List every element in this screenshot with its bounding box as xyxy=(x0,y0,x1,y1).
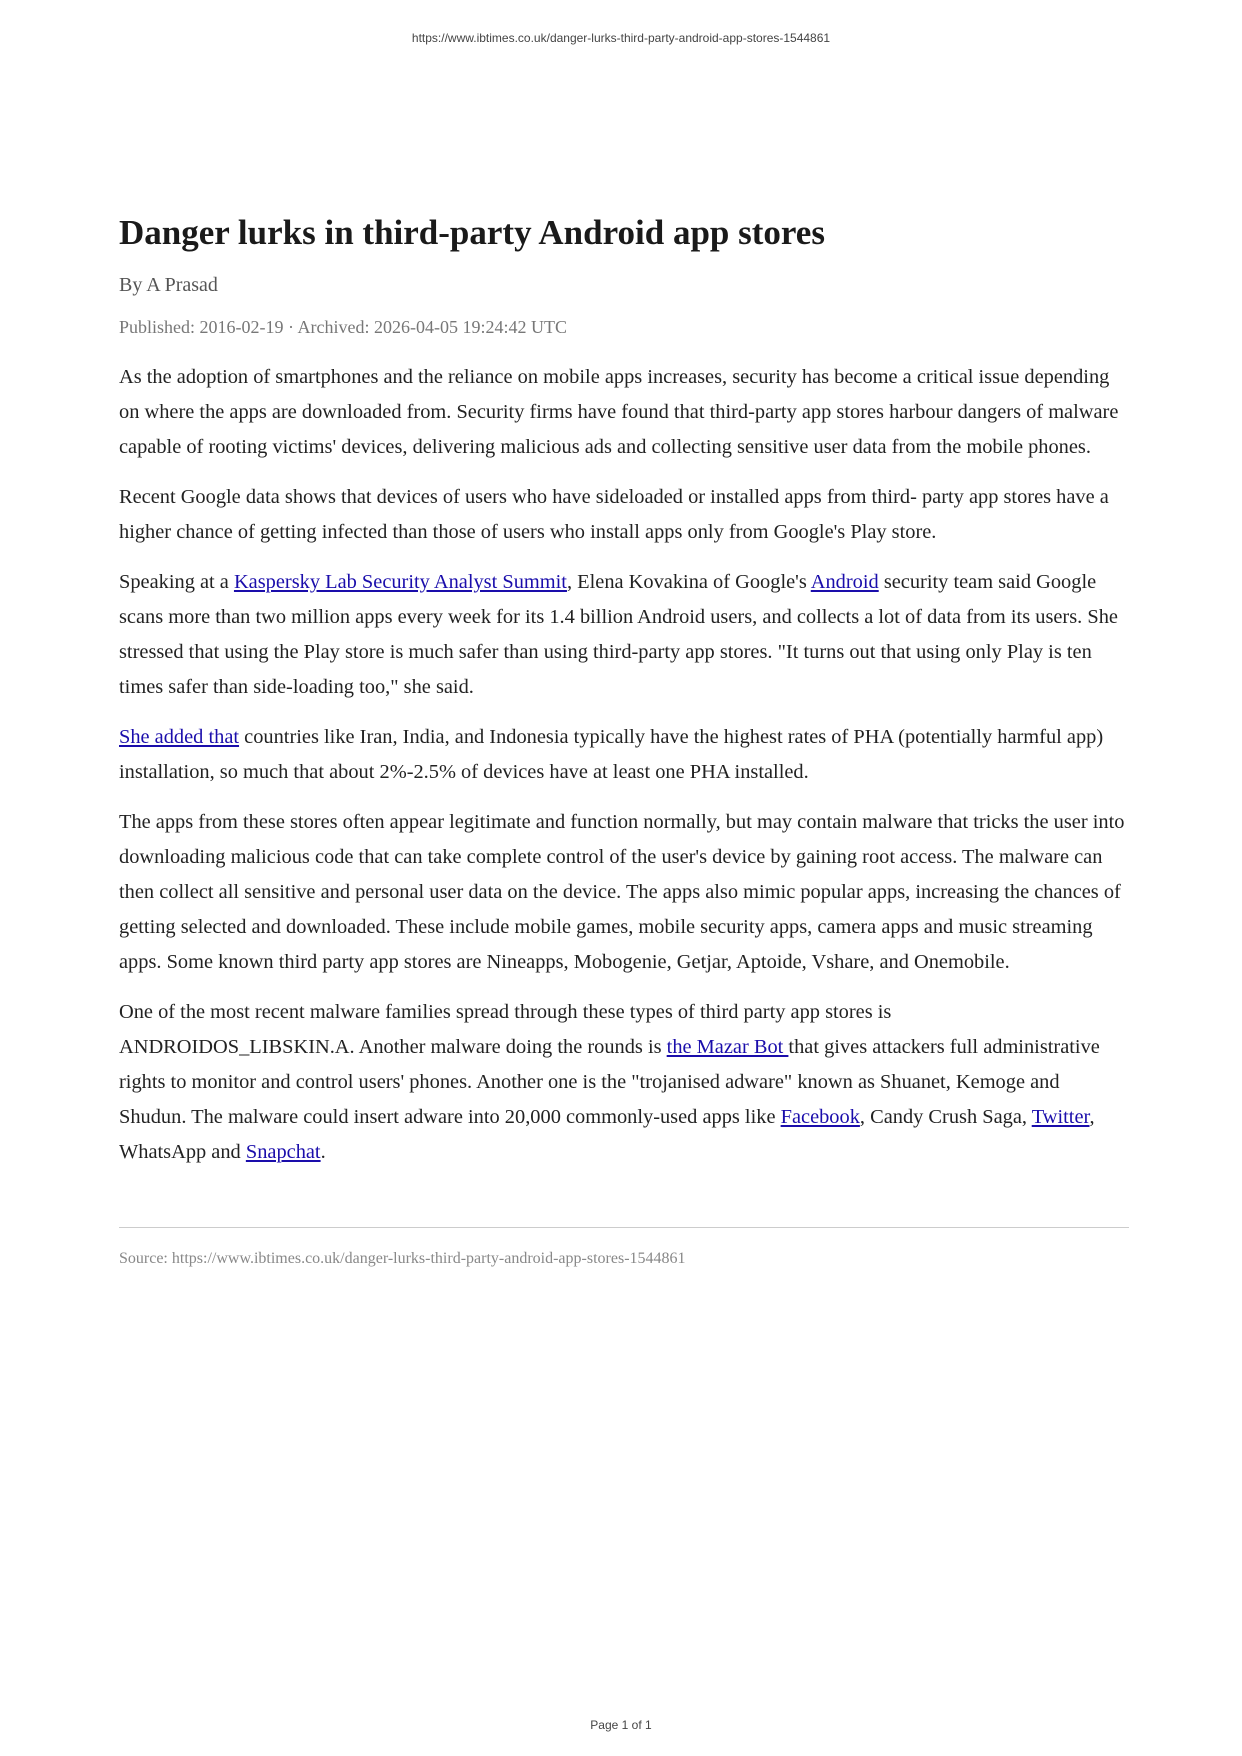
paragraph-6-text-5: . xyxy=(320,1141,326,1163)
snapchat-link[interactable]: Snapchat xyxy=(245,1141,321,1163)
paragraph-3 xyxy=(119,565,1129,705)
twitter-link[interactable]: Twitter xyxy=(1031,1106,1090,1128)
paragraph-4-text-1: countries like Iran, India, and Indonesia typically have the highest rates of PHA (potentially harmful app) installation, so much that about 2%-2.5% of devices have at least one PHA installed. xyxy=(119,726,1104,783)
paragraph-4 xyxy=(119,720,1129,790)
paragraph-2: Recent Google data shows that devices of users who have sideloaded or installed apps from third- party app stores have a higher chance of getting infected than those of users who install apps only from Google's Play store. xyxy=(119,486,1109,543)
page-number: Page 1 of 1 xyxy=(590,1718,652,1732)
she-added-that-link[interactable]: She added that xyxy=(119,726,240,748)
page-url-header: https://www.ibtimes.co.uk/danger-lurks-third-party-android-app-stores-1544861 xyxy=(411,31,831,45)
article-meta: Published: 2016-02-19 · Archived: 2026-04-05 19:24:42 UTC xyxy=(119,317,567,337)
article-body xyxy=(119,360,1129,1170)
paragraph-6-text-1: One of the most recent malware families spread through these types of third party app stores is ANDROIDOS_LIBSKIN.A. Another malware doing the rounds is xyxy=(119,1001,892,1058)
article xyxy=(119,212,1129,1268)
paragraph-3-text-1: Speaking at a xyxy=(119,571,234,593)
paragraph-6 xyxy=(119,995,1129,1170)
android-link[interactable]: Android xyxy=(810,571,879,593)
article-title: Danger lurks in third-party Android app stores xyxy=(119,213,825,252)
facebook-link[interactable]: Facebook xyxy=(780,1106,860,1128)
kaspersky-summit-link[interactable]: Kaspersky Lab Security Analyst Summit xyxy=(233,571,567,593)
source-divider xyxy=(119,1227,1129,1228)
paragraph-3-text-3: security team said Google scans more than two million apps every week for its 1.4 billion Android users, and collects a lot of data from its users. She stressed that using the Play store is much safer than using third-party app stores. "It turns out that using only Play is ten times safer than side-loading too," she said. xyxy=(119,571,1118,698)
article-byline: By A Prasad xyxy=(119,274,218,296)
mazar-bot-link[interactable]: the Mazar Bot xyxy=(666,1036,789,1058)
paragraph-6-text-4: , WhatsApp and xyxy=(119,1106,1095,1163)
paragraph-1: As the adoption of smartphones and the reliance on mobile apps increases, security has become a critical issue depending on where the apps are downloaded from. Security firms have found that third-party app stores harbour dangers of malware capable of rooting victims' devices, delivering malicious ads and collecting sensitive user data from the mobile phones. xyxy=(119,366,1119,458)
paragraph-3-text-2: , Elena Kovakina of Google's xyxy=(566,571,811,593)
paragraph-6-text-2: that gives attackers full administrative rights to monitor and control users' phones. Another one is the "trojanised adware" known as Shuanet, Kemoge and Shudun. The malware could insert adware into 20,000 commonly-used apps like xyxy=(119,1036,1100,1128)
source-line: Source: https://www.ibtimes.co.uk/danger-lurks-third-party-android-app-stores-1544861 xyxy=(119,1250,686,1267)
paragraph-5: The apps from these stores often appear legitimate and function normally, but may contain malware that tricks the user into downloading malicious code that can take complete control of the user's device by gaining root access. The malware can then collect all sensitive and personal user data on the device. The apps also mimic popular apps, increasing the chances of getting selected and downloaded. These include mobile games, mobile security apps, camera apps and music streaming apps. Some known third party app stores are Nineapps, Mobogenie, Getjar, Aptoide, Vshare, and Onemobile. xyxy=(119,811,1125,973)
paragraph-6-text-3: , Candy Crush Saga, xyxy=(859,1106,1032,1128)
